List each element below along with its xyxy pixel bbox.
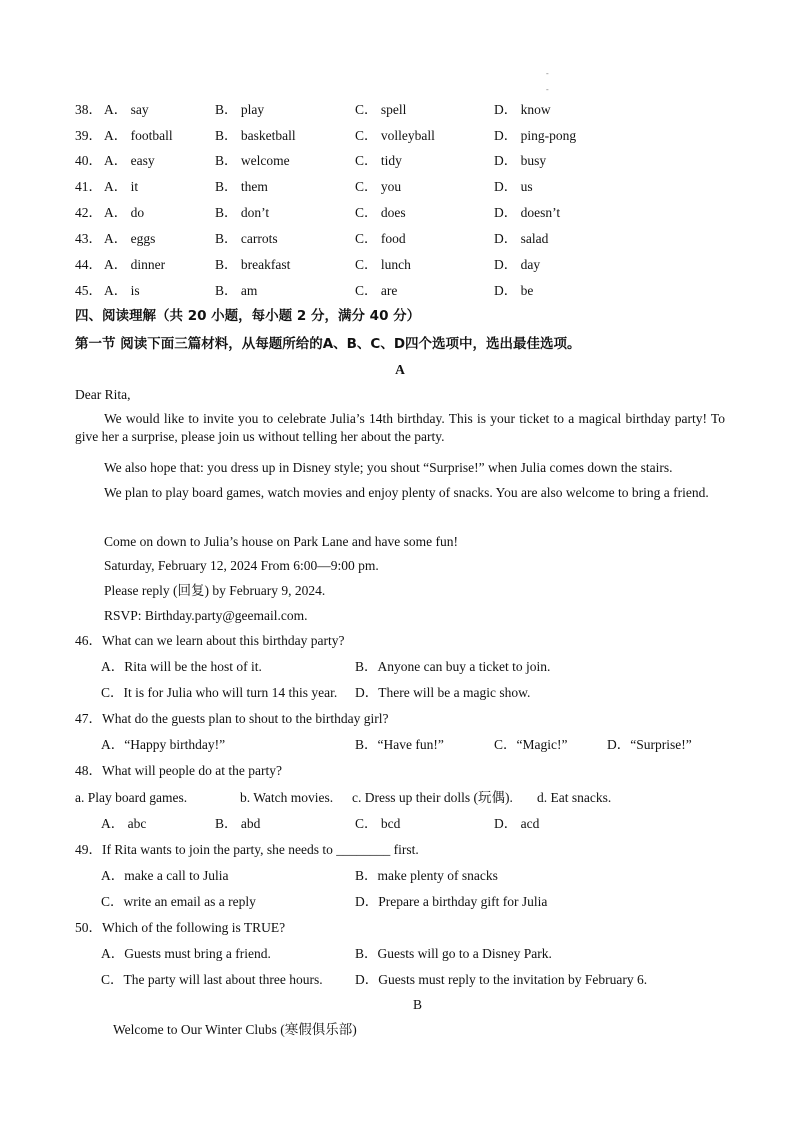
option-c: C． spell xyxy=(355,102,407,117)
party-date: Saturday, February 12, 2024 From 6:00—9:00 pm. xyxy=(104,558,379,573)
q50-option-a: A．Guests must bring a friend. xyxy=(101,946,271,961)
subsection-title: 第一节 阅读下面三篇材料，从每题所给的A、B、C、D四个选项中，选出最佳选项。 xyxy=(75,336,581,352)
q50-option-b: B．Guests will go to a Disney Park. xyxy=(355,946,552,961)
option-a: A． it xyxy=(104,179,139,194)
q48-option-b: B． abd xyxy=(215,816,261,831)
passage-b-title: Welcome to Our Winter Clubs (寒假俱乐部) xyxy=(113,1022,357,1037)
option-b: B． carrots xyxy=(215,231,278,246)
passage-label-a: A xyxy=(395,362,405,377)
option-c: C． are xyxy=(355,283,398,298)
option-c: C． volleyball xyxy=(355,128,435,143)
option-d: D． salad xyxy=(494,231,549,246)
passage-paragraph: We would like to invite you to celebrate Julia’s 14th birthday. This is your ticket to a magical birthday party! To give her a surprise, please join us without telling her about the party. xyxy=(75,411,725,444)
option-b: B． am xyxy=(215,283,258,298)
option-a: A． dinner xyxy=(104,257,166,272)
option-b: B． basketball xyxy=(215,128,296,143)
option-b: B． breakfast xyxy=(215,257,291,272)
passage-paragraph: Come on down to Julia’s house on Park Lane and have some fun! xyxy=(104,534,458,549)
option-a: A． is xyxy=(104,283,140,298)
passage-paragraph: We plan to play board games, watch movies and enjoy plenty of snacks. You are also welcome to bring a friend. xyxy=(104,485,709,500)
q48-option-c: C． bcd xyxy=(355,816,401,831)
question-number: 45． xyxy=(75,283,102,298)
question-46-stem: 46．What can we learn about this birthday party? xyxy=(75,633,345,648)
q46-option-b: B．Anyone can buy a ticket to join. xyxy=(355,659,551,674)
q48-option-d: D． acd xyxy=(494,816,540,831)
activity-a: a. Play board games. xyxy=(75,790,188,805)
option-d: D． us xyxy=(494,179,533,194)
option-a: A． football xyxy=(104,128,173,143)
page-mark: - xyxy=(546,69,549,78)
option-a: A． say xyxy=(104,102,149,117)
option-c: C． does xyxy=(355,205,406,220)
activity-b: b. Watch movies. xyxy=(240,790,334,805)
option-b: B． them xyxy=(215,179,268,194)
option-d: D． ping-pong xyxy=(494,128,577,143)
option-a: A． do xyxy=(104,205,145,220)
option-a: A． eggs xyxy=(104,231,156,246)
activity-c: c. Dress up their dolls (玩偶). xyxy=(352,790,513,805)
rsvp-email: RSVP: Birthday.party@geemail.com. xyxy=(104,608,308,623)
option-a: A． easy xyxy=(104,153,155,168)
activity-d: d. Eat snacks. xyxy=(537,790,612,805)
passage-paragraph: We also hope that: you dress up in Disney style; you shout “Surprise!” when Julia comes down the stairs. xyxy=(104,460,673,475)
question-number: 38． xyxy=(75,102,102,117)
option-c: C． you xyxy=(355,179,402,194)
page-mark: - xyxy=(546,85,549,94)
q46-option-a: A．Rita will be the host of it. xyxy=(101,659,262,674)
q47-option-a: A．“Happy birthday!” xyxy=(101,737,226,752)
question-number: 43． xyxy=(75,231,102,246)
question-number: 39． xyxy=(75,128,102,143)
question-number: 40． xyxy=(75,153,102,168)
question-number: 42． xyxy=(75,205,102,220)
q50-option-c: C．The party will last about three hours. xyxy=(101,972,323,987)
passage-label-b: B xyxy=(413,997,423,1012)
q47-option-c: C．“Magic!” xyxy=(494,737,568,752)
q47-option-b: B．“Have fun!” xyxy=(355,737,444,752)
option-d: D． busy xyxy=(494,153,547,168)
section-title: 四、阅读理解（共 20 小题，每小题 2 分，满分 40 分） xyxy=(75,308,421,324)
q49-option-d: D．Prepare a birthday gift for Julia xyxy=(355,894,548,909)
q50-option-d: D．Guests must reply to the invitation by February 6. xyxy=(355,972,648,987)
q49-option-b: B．make plenty of snacks xyxy=(355,868,498,883)
letter-greeting: Dear Rita, xyxy=(75,387,131,402)
q46-option-c: C．It is for Julia who will turn 14 this year. xyxy=(101,685,338,700)
option-b: B． play xyxy=(215,102,265,117)
option-d: D． day xyxy=(494,257,541,272)
question-number: 41． xyxy=(75,179,102,194)
option-d: D． be xyxy=(494,283,534,298)
option-c: C． tidy xyxy=(355,153,402,168)
question-48-stem: 48．What will people do at the party? xyxy=(75,763,282,778)
q49-option-c: C．write an email as a reply xyxy=(101,894,256,909)
q47-option-d: D．“Surprise!” xyxy=(607,737,692,752)
q46-option-d: D．There will be a magic show. xyxy=(355,685,531,700)
option-d: D． know xyxy=(494,102,551,117)
reply-deadline: Please reply (回复) by February 9, 2024. xyxy=(104,583,326,598)
option-d: D． doesn’t xyxy=(494,205,561,220)
q48-option-a: A． abc xyxy=(101,816,147,831)
option-c: C． lunch xyxy=(355,257,411,272)
question-number: 44． xyxy=(75,257,102,272)
option-b: B． don’t xyxy=(215,205,270,220)
question-50-stem: 50．Which of the following is TRUE? xyxy=(75,920,286,935)
q49-option-a: A．make a call to Julia xyxy=(101,868,229,883)
question-47-stem: 47．What do the guests plan to shout to the birthday girl? xyxy=(75,711,389,726)
question-49-stem: 49．If Rita wants to join the party, she needs to ________ first. xyxy=(75,842,419,857)
option-b: B． welcome xyxy=(215,153,290,168)
option-c: C． food xyxy=(355,231,406,246)
